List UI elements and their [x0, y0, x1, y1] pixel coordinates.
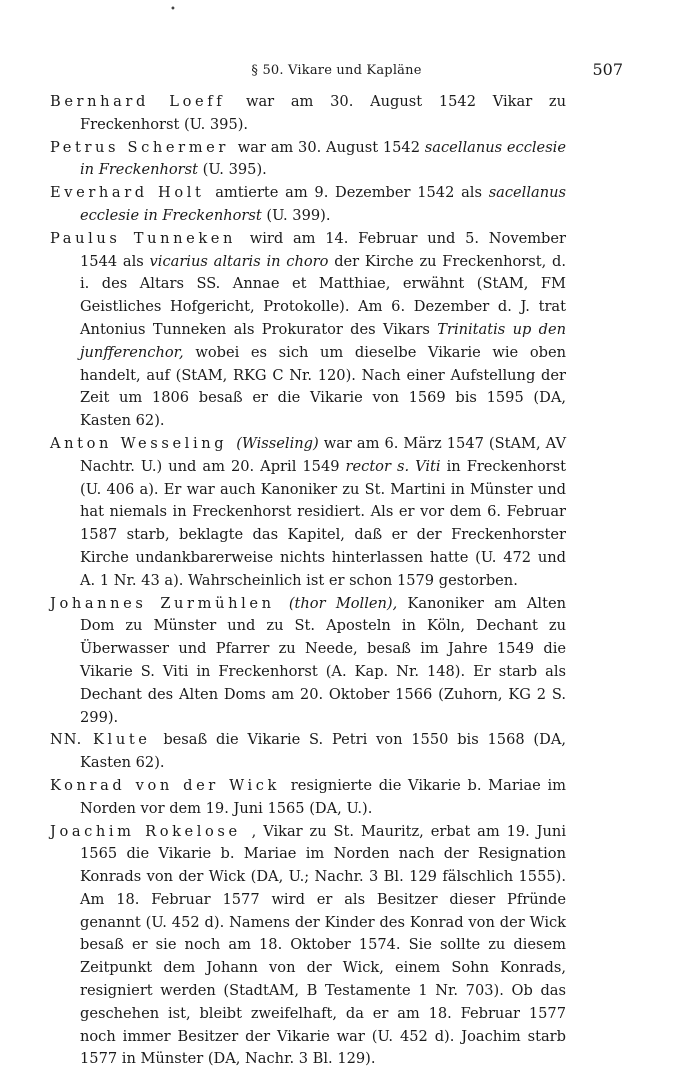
page-number: 507 — [592, 60, 623, 79]
entry-italic-text: (thor Mollen), — [289, 595, 397, 612]
entry-text: (U. 399). — [262, 207, 331, 224]
entry-name-prefix: NN. — [50, 731, 82, 748]
entry-text: war am 6. März 1547 (StAM, AV Nachtr. U.) und am 20. April 1549 — [80, 435, 566, 475]
entry-text: resignierte die Vikarie b. Mariae im Norden vor dem 19. Juni 1565 (DA, U.). — [80, 777, 566, 817]
entry-bernhard-loeff — [50, 91, 566, 137]
entry-text: wobei es sich um dieselbe Vikarie wie oben handelt, auf (StAM, RKG C Nr. 120). Nach einer Aufstellung der Zeit um 1806 besaß er die Vikarie von 1569 bis 1595 (DA, Kasten 62). — [80, 344, 566, 429]
entry-anton-wesseling — [50, 433, 566, 593]
entry-name: Klute — [93, 731, 150, 748]
page-header — [50, 60, 623, 82]
entry-text: in Freckenhorst (U. 406 a). Er war auch Kanoniker zu St. Martini in Münster und hat niemals in Freckenhorst residiert. Als er vor dem 6. Februar 1587 starb, beklagte das Kapitel, daß er der Freckenhorster Kirche undankbarerweise nichts hinterlassen hatte (U. 472 und A. 1 Nr. 43 a). Wahrscheinlich ist er schon 1579 gestorben. — [80, 458, 566, 589]
entry-text: amtierte am 9. Dezember 1542 als — [215, 184, 488, 201]
entry-italic-text: sacellanus ecclesie in Freckenhorst — [80, 184, 566, 224]
entry-name: Johannes Zurmühlen — [50, 595, 275, 612]
vicar-entries — [50, 91, 566, 1071]
entry-name: Everhard Holt — [50, 184, 205, 201]
entry-name: Konrad von der Wick — [50, 777, 280, 794]
entry-italic-text: vicarius altaris in choro — [150, 253, 329, 270]
entry-nn-klute — [50, 729, 566, 775]
entry-name: Petrus Schermer — [50, 139, 229, 156]
entry-italic-text: (Wisseling) — [236, 435, 319, 452]
entry-text: (U. 395). — [198, 161, 267, 178]
entry-text: war am 30. August 1542 Vikar zu Freckenhorst (U. 395). — [80, 93, 566, 133]
entry-name: Paulus Tunneken — [50, 230, 236, 247]
entry-text: besaß die Vikarie S. Petri von 1550 bis 1568 (DA, Kasten 62). — [80, 731, 566, 771]
entry-everhard-holt — [50, 182, 566, 228]
entry-italic-text: sacellanus ecclesie in Freckenhorst — [80, 139, 566, 179]
entry-name: Bernhard Loeff — [50, 93, 225, 110]
entry-petrus-schermer — [50, 137, 566, 183]
margin-mark: • — [170, 4, 176, 15]
entry-text: Kanoniker am Alten Dom zu Münster und zu St. Aposteln in Köln, Dechant zu Überwasser und Pfarrer zu Neede, besaß im Jahre 1549 die Vikarie S. Viti in Freckenhorst (A. Kap. Nr. 148). Er starb als Dechant des Alten Doms am 20. Oktober 1566 (Zuhorn, KG 2 S. 299). — [80, 595, 566, 726]
entry-name: Joachim Rokelose — [50, 823, 241, 840]
entry-text: der Kirche zu Freckenhorst, d. i. des Altars SS. Annae et Matthiae, erwähnt (StAM, FM Geistliches Hofgericht, Protokolle). Am 6. Dezember d. J. trat Antonius Tunneken als Prokurator des Vikars — [80, 253, 566, 338]
entry-paulus-tunneken — [50, 228, 566, 433]
entry-johannes-zurmuehlen — [50, 593, 566, 730]
entry-joachim-rokelose — [50, 821, 566, 1071]
running-head: § 50. Vikare und Kapläne — [50, 63, 623, 78]
entry-name: Anton Wesseling — [50, 435, 227, 452]
entry-text: wird am 14. Februar und 5. November 1544 als — [80, 230, 566, 270]
entry-italic-text: rector s. Viti — [346, 458, 441, 475]
entry-italic-text: Trinitatis up den junfferenchor, — [80, 321, 566, 361]
entry-text: war am 30. August 1542 — [238, 139, 425, 156]
entry-text: , Vikar zu St. Mauritz, erbat am 19. Juni 1565 die Vikarie b. Mariae im Norden nach der Resignation Konrads von der Wick (DA, U.; Nachr. 3 Bl. 129 fälschlich 1555). Am 18. Februar 1577 wird er als Besitzer dieser Pfründe genannt (U. 452 d). Namens der Kinder des Konrad von der Wick besaß er sie noch am 18. Oktober 1574. Sie sollte zu diesem Zeitpunkt dem Johann von der Wick, einem Sohn Konrads, resigniert werden (StadtAM, B Testamente 1 Nr. 703). Ob das geschehen ist, bleibt zweifelhaft, da er am 18. Februar 1577 noch immer Besitzer der Vikarie war (U. 452 d). Joachim starb 1577 in Münster (DA, Nachr. 3 Bl. 129). — [80, 823, 566, 1068]
entry-konrad-von-der-wick — [50, 775, 566, 821]
